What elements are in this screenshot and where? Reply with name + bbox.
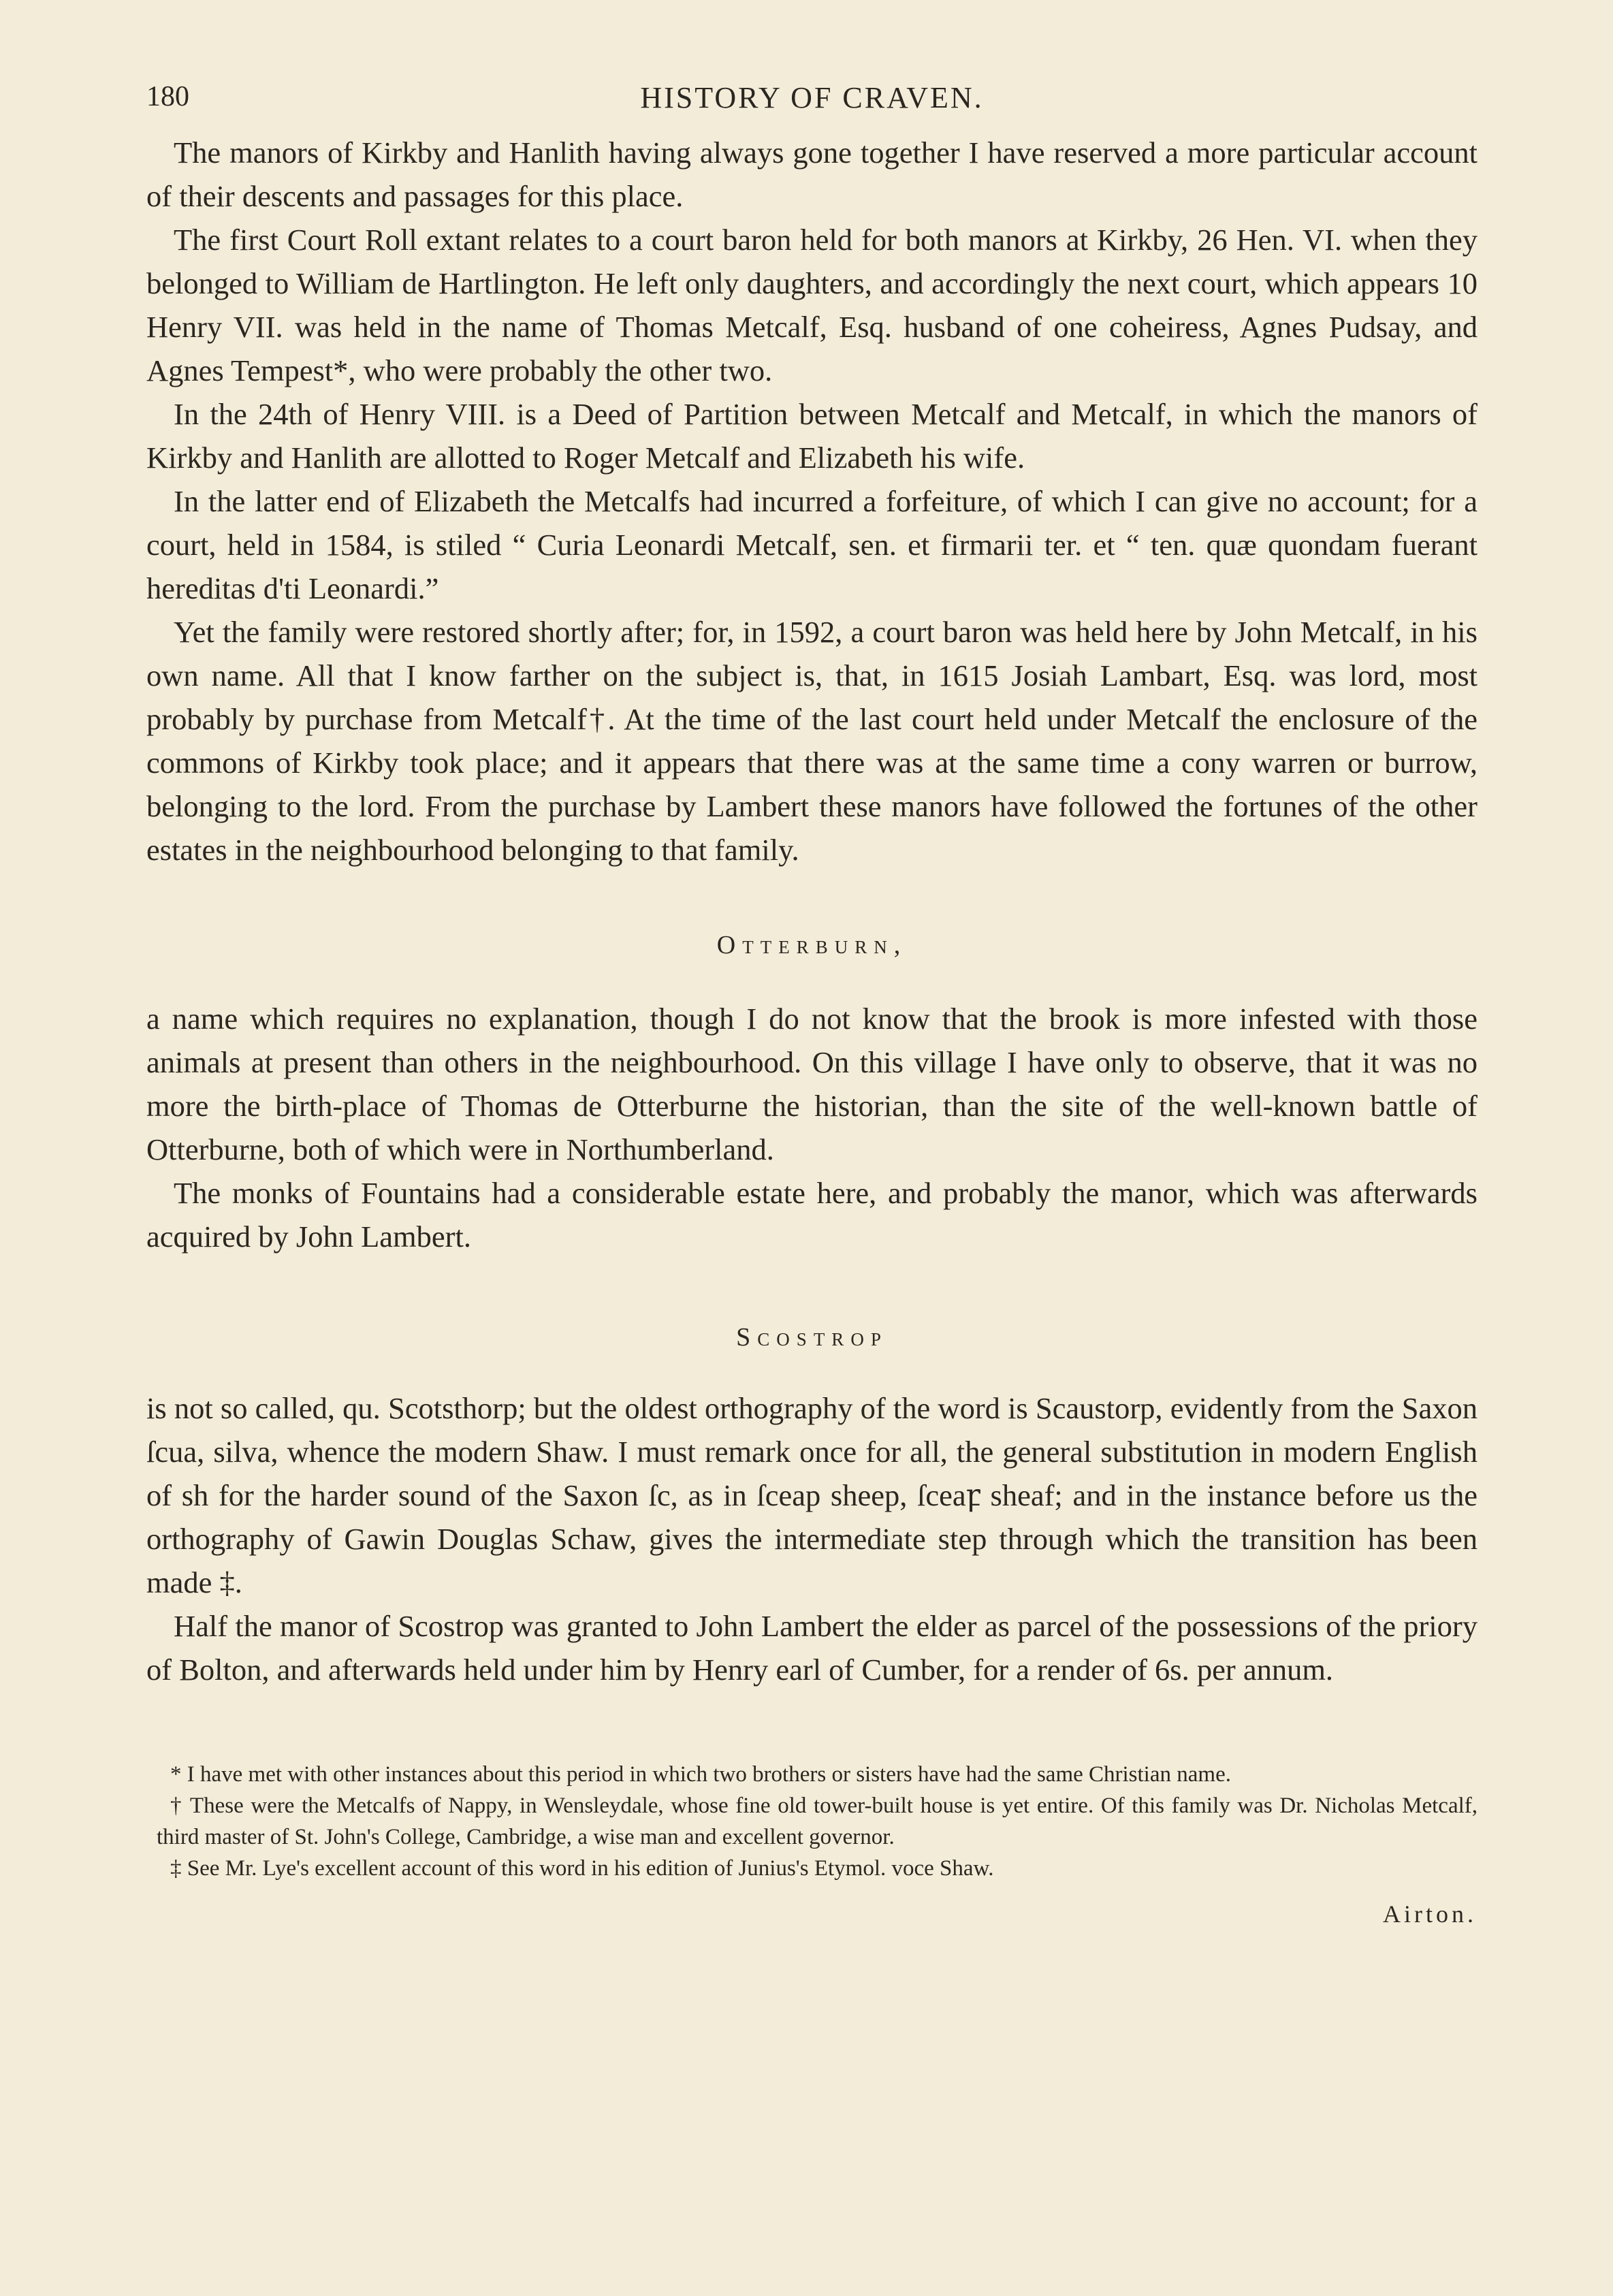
section-heading-otterburn: Otterburn, [716, 931, 908, 959]
running-title: HISTORY OF CRAVEN. [640, 81, 984, 114]
main-text [146, 131, 1478, 1691]
footnote-double-dagger: ‡ See Mr. Lye's excellent account of this word in his edition of Junius's Etymol. voce Shaw. [170, 1856, 994, 1881]
page-number: 180 [146, 81, 189, 112]
paragraph-scostrop-1: is not so called, qu. Scotsthorp; but the oldest orthography of the word is Scaustorp, evidently from the Saxon ſcua, silva, whence the modern Shaw. I must remark once for all, the general substitution in modern English of sh for the harder sound of the Saxon ſc, as in ſceap sheep, ſceaꝼ sheaf; and in the instance before us the orthography of Gawin Douglas Schaw, gives the intermediate step through which the transition has been made ‡. [146, 1391, 1478, 1599]
footnote-asterisk: * I have met with other instances about this period in which two brothers or sisters have had the same Christian name. [170, 1762, 1231, 1787]
paragraph-kirkby-3: In the 24th of Henry VIII. is a Deed of Partition between Metcalf and Metcalf, in which the manors of Kirkby and Hanlith are allotted to Roger Metcalf and Elizabeth his wife. [146, 397, 1478, 475]
footnote-dagger: † These were the Metcalfs of Nappy, in Wensleydale, whose fine old tower-built house is yet entire. Of this family was Dr. Nicholas Metcalf, third master of St. John's College, Cambridge, a wise man and excellent governor. [157, 1793, 1478, 1849]
footnotes [157, 1759, 1478, 1884]
paragraph-otterburn-2: The monks of Fountains had a considerable estate here, and probably the manor, which was afterwards acquired by John Lambert. [146, 1176, 1478, 1254]
catchword: Airton. [1383, 1900, 1477, 1928]
paragraph-kirkby-1: The manors of Kirkby and Hanlith having always gone together I have reserved a more particular account of their descents and passages for this place. [146, 135, 1478, 213]
paragraph-scostrop-2: Half the manor of Scostrop was granted to John Lambert the elder as parcel of the possessions of the priory of Bolton, and afterwards held under him by Henry earl of Cumber, for a render of 6s. per annum. [146, 1609, 1478, 1687]
paragraph-kirkby-4: In the latter end of Elizabeth the Metcalfs had incurred a forfeiture, of which I can give no account; for a court, held in 1584, is stiled “ Curia Leonardi Metcalf, sen. et firmarii ter. et “ ten. quæ quondam fuerant hereditas d'ti Leonardi.” [146, 484, 1478, 605]
paragraph-otterburn-1: a name which requires no explanation, though I do not know that the brook is more infested with those animals at present than others in the neighbourhood. On this village I have only to observe, that it was no more the birth-place of Thomas de Otterburne the historian, than the site of the well-known battle of Otterburne, both of which were in Northumberland. [146, 1002, 1478, 1166]
paragraph-kirkby-2: The first Court Roll extant relates to a court baron held for both manors at Kirkby, 26 Hen. VI. when they belonged to William de Hartlington. He left only daughters, and accordingly the next court, which appears 10 Henry VII. was held in the name of Thomas Metcalf, Esq. husband of one coheiress, Agnes Pudsay, and Agnes Tempest*, who were probably the other two. [146, 223, 1478, 387]
running-head [146, 80, 1478, 121]
paragraph-kirkby-5: Yet the family were restored shortly after; for, in 1592, a court baron was held here by John Metcalf, in his own name. All that I know farther on the subject is, that, in 1615 Josiah Lambart, Esq. was lord, most probably by purchase from Metcalf†. At the time of the last court held under Metcalf the enclosure of the commons of Kirkby took place; and it appears that there was at the same time a cony warren or burrow, belonging to the lord. From the purchase by Lambert these manors have followed the fortunes of the other estates in the neighbourhood belonging to that family. [146, 615, 1478, 867]
section-heading-scostrop: Scostrop [736, 1323, 888, 1352]
